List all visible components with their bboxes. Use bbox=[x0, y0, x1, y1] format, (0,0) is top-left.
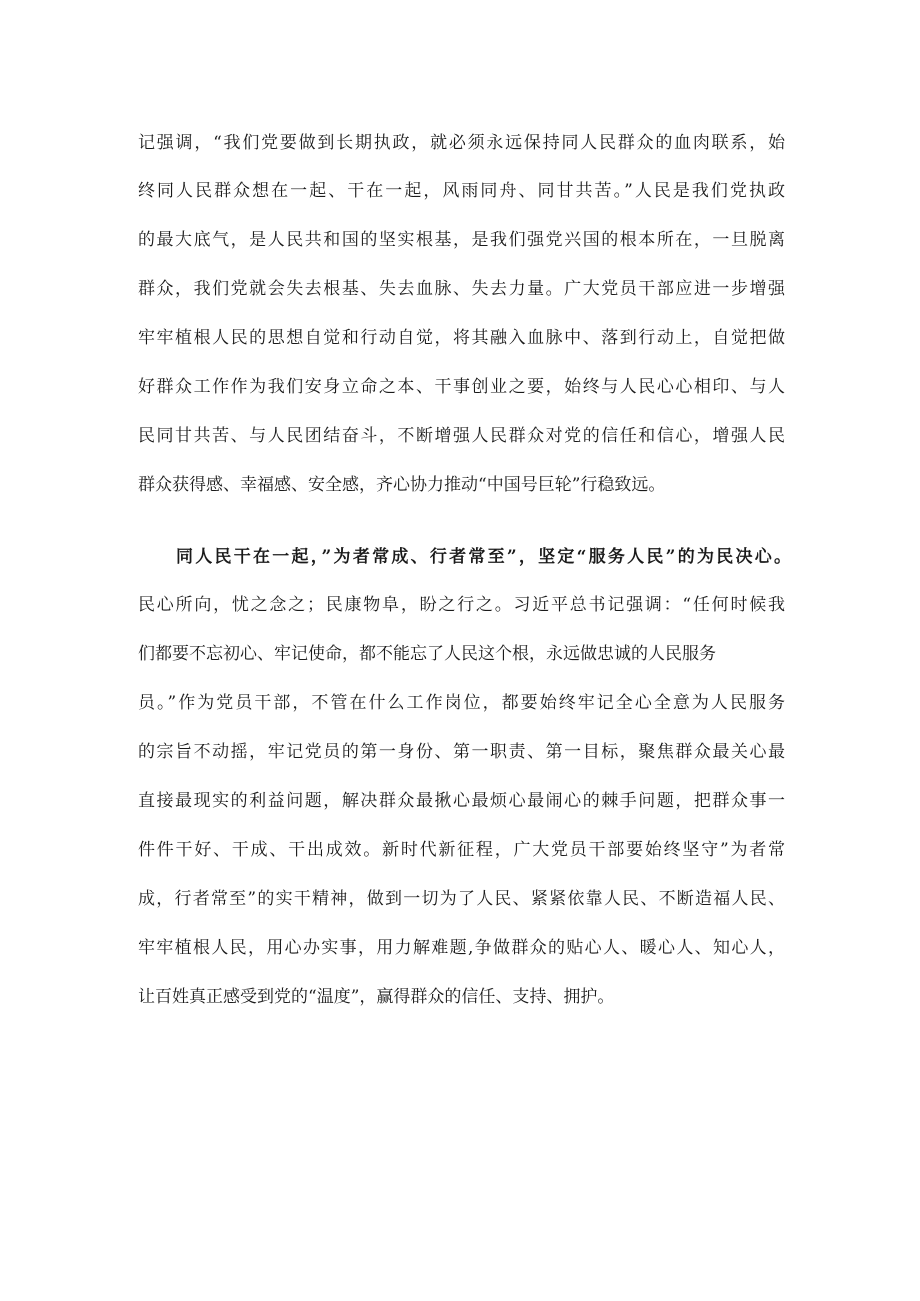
paragraph-2-line: 牢牢植根人民，用心办实事，用力解难题,争做群众的贴心人、暖心人、知心人， bbox=[138, 938, 785, 958]
paragraph-1-line: 牢牢植根人民的思想自觉和行动自觉，将其融入血脉中、落到行动上，自觉把做 bbox=[138, 328, 785, 348]
paragraph-1-line: 群众获得感、幸福感、安全感，齐心协力推动“中国号巨轮”行稳致远。 bbox=[138, 475, 666, 495]
paragraph-1-line: 记强调，“我们党要做到长期执政，就必须永远保持同人民群众的血肉联系，始 bbox=[138, 133, 785, 153]
paragraph-2-line: 直接最现实的利益问题，解决群众最揪心最烦心最闹心的棘手问题，把群众事一 bbox=[138, 791, 785, 811]
paragraph-2-line: 让百姓真正感受到党的“温度”，赢得群众的信任、支持、拥护。 bbox=[138, 987, 615, 1007]
paragraph-2-line: 的宗旨不动摇，牢记党员的第一身份、第一职责、第一目标，聚焦群众最关心最 bbox=[138, 742, 785, 762]
paragraph-2-line: 员。”作为党员干部，不管在什么工作岗位，都要始终牢记全心全意为人民服务 bbox=[138, 693, 785, 713]
paragraph-2-line: 民心所向，忧之念之；民康物阜，盼之行之。习近平总书记强调：“任何时候我 bbox=[138, 595, 785, 615]
paragraph-1-line: 的最大底气，是人民共和国的坚实根基，是我们强党兴国的根本所在，一旦脱离 bbox=[138, 230, 785, 250]
paragraph-1-line: 好群众工作作为我们安身立命之本、干事创业之要，始终与人民心心相印、与人 bbox=[138, 377, 785, 397]
paragraph-1-line: 群众，我们党就会失去根基、失去血脉、失去力量。广大党员干部应进一步增强 bbox=[138, 279, 785, 299]
paragraph-1-line: 民同甘共苦、与人民团结奋斗，不断增强人民群众对党的信任和信心，增强人民 bbox=[138, 426, 785, 446]
paragraph-2-line: 成，行者常至”的实干精神，做到一切为了人民、紧紧依靠人民、不断造福人民、 bbox=[138, 889, 785, 909]
paragraph-2-line: 件件干好、干成、干出成效。新时代新征程，广大党员干部要始终坚守”为者常 bbox=[138, 840, 785, 860]
paragraph-2-heading: 同人民干在一起，”为者常成、行者常至”，坚定“服务人民”的为民决心。 bbox=[176, 547, 791, 567]
paragraph-2-line: 们都要不忘初心、牢记使命，都不能忘了人民这个根，永远做忠诚的人民服务 bbox=[138, 644, 716, 664]
paragraph-1-line: 终同人民群众想在一起、干在一起，风雨同舟、同甘共苦。”人民是我们党执政 bbox=[138, 181, 785, 201]
